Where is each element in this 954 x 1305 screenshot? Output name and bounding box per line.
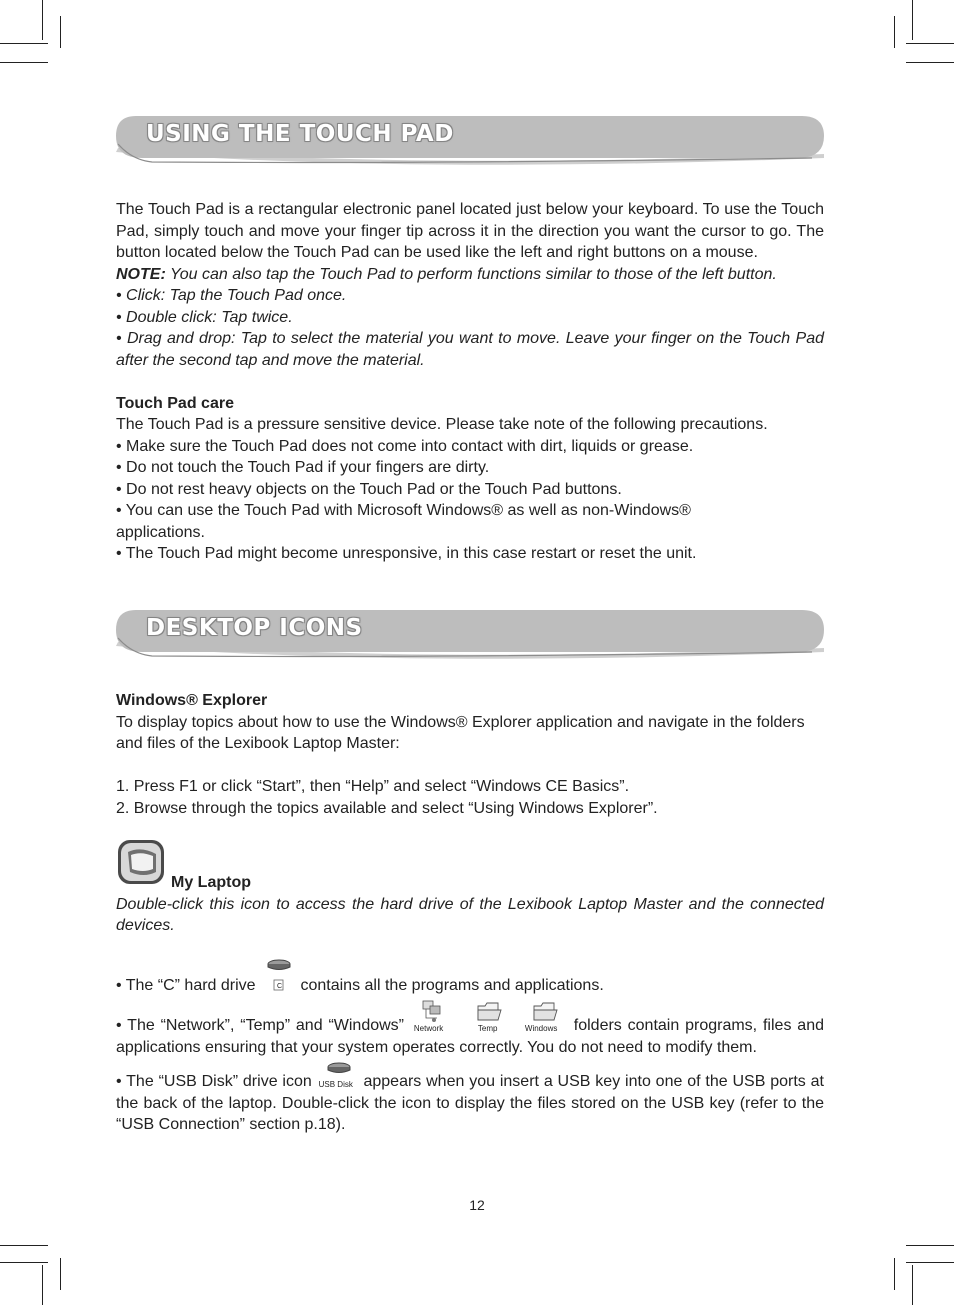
crop-mark — [894, 16, 895, 48]
section-title: DESKTOP ICONS — [146, 615, 363, 641]
list-item: • Do not rest heavy objects on the Touch Pad or the Touch Pad buttons. — [116, 480, 622, 498]
crop-mark — [42, 1265, 43, 1305]
folder-icons — [410, 1015, 568, 1033]
list-item: • You can use the Touch Pad with Microsoft Windows® as well as non-Windows® applications. — [116, 502, 691, 541]
c-drive-before: • The “C” hard drive — [116, 977, 256, 994]
c-drive-icon-label: C — [277, 983, 283, 990]
crop-mark — [906, 1245, 954, 1246]
note-text: You can also tap the Touch Pad to perform functions similar to those of the left button. — [165, 265, 777, 283]
page-number: 12 — [469, 1197, 485, 1213]
section-banner-touch-pad — [112, 114, 824, 170]
folder-icon-label: Temp — [477, 1024, 498, 1033]
my-laptop-section — [116, 872, 824, 937]
list-item: • Double click: Tap twice. — [116, 308, 293, 326]
crop-mark — [60, 1258, 61, 1290]
usb-disk-icon[interactable] — [317, 1071, 359, 1089]
usb-paragraph — [116, 1071, 824, 1136]
step-item: 1. Press F1 or click “Start”, then “Help” and select “Windows CE Basics”. — [116, 778, 630, 795]
folder-icon-label: Network — [413, 1024, 444, 1033]
care-heading: Touch Pad care — [116, 394, 234, 412]
spacer — [116, 371, 824, 393]
crop-mark — [906, 1262, 954, 1263]
care-intro: The Touch Pad is a pressure sensitive device. Please take note of the following precautions. — [116, 416, 768, 433]
crop-mark — [906, 62, 954, 63]
intro-paragraph: The Touch Pad is a rectangular electronic panel located just below your keyboard. To use the Touch Pad, simply touch and move your finger tip across it in the direction you want the cursor to go. The button located below the Touch Pad can be used like the left and right buttons on a mouse. — [116, 201, 824, 261]
usb-disk-icon-label: USB Disk — [318, 1080, 353, 1089]
windows-folder-icon[interactable] — [522, 998, 568, 1034]
c-drive-line — [116, 975, 824, 997]
crop-mark — [42, 0, 43, 40]
section-title: USING THE TOUCH PAD — [146, 121, 454, 147]
step-item: 2. Browse through the topics available and select “Using Windows Explorer”. — [116, 799, 658, 817]
my-laptop-text — [116, 894, 824, 937]
list-item: • The Touch Pad might become unresponsive, in this case restart or reset the unit. — [116, 545, 697, 562]
explorer-text: To display topics about how to use the Windows® Explorer application and navigate in the folders and files of the Lexibook Laptop Master: — [116, 713, 805, 752]
list-item: • Do not touch the Touch Pad if your fingers are dirty. — [116, 459, 490, 476]
network-folder-icon[interactable] — [410, 998, 460, 1034]
crop-mark — [912, 1265, 913, 1305]
usb-before: • The “USB Disk” drive icon — [116, 1073, 312, 1090]
crop-mark — [0, 1245, 48, 1246]
explorer-body — [116, 690, 824, 819]
note-label: NOTE: — [116, 265, 166, 283]
my-laptop-heading: My Laptop — [171, 874, 251, 891]
c-drive-after: contains all the programs and applications. — [300, 977, 604, 994]
list-item: • Make sure the Touch Pad does not come into contact with dirt, liquids or grease. — [116, 437, 694, 455]
crop-mark — [60, 16, 61, 48]
folder-icon-label: Windows — [524, 1024, 558, 1033]
explorer-heading: Windows® Explorer — [116, 692, 268, 709]
list-item: • Drag and drop: Tap to select the material you want to move. Leave your finger on the Touch Pad after the second tap and move the material. — [116, 330, 824, 369]
folders-before: • The “Network”, “Temp” and “Windows” — [116, 1017, 405, 1034]
crop-mark — [906, 43, 954, 44]
spacer — [116, 755, 824, 777]
usb-after: appears when you insert a USB key into one of the USB ports at the back of the laptop. Double-click the icon to display the files stored on the USB key (refer to the “USB Connection” section p.18). — [116, 1073, 824, 1133]
my-laptop-description: Double-click this icon to access the hard drive of the Lexibook Laptop Master and the connected devices — [116, 895, 824, 934]
folders-paragraph — [116, 1015, 824, 1058]
crop-mark — [0, 62, 48, 63]
crop-mark — [912, 0, 913, 40]
temp-folder-icon[interactable] — [470, 998, 510, 1034]
crop-mark — [0, 43, 48, 44]
folders-after: folders contain programs, files and applications ensuring that your system operates correctly. You do not need to modify them. — [116, 1017, 825, 1056]
section-banner-desktop-icons — [112, 608, 824, 664]
touch-pad-body — [116, 199, 824, 565]
list-item: • Click: Tap the Touch Pad once. — [116, 287, 347, 304]
my-laptop-period: . — [170, 917, 175, 934]
crop-mark — [0, 1262, 48, 1263]
crop-mark — [894, 1258, 895, 1290]
c-drive-icon[interactable] — [260, 975, 296, 996]
note-paragraph — [116, 264, 824, 286]
